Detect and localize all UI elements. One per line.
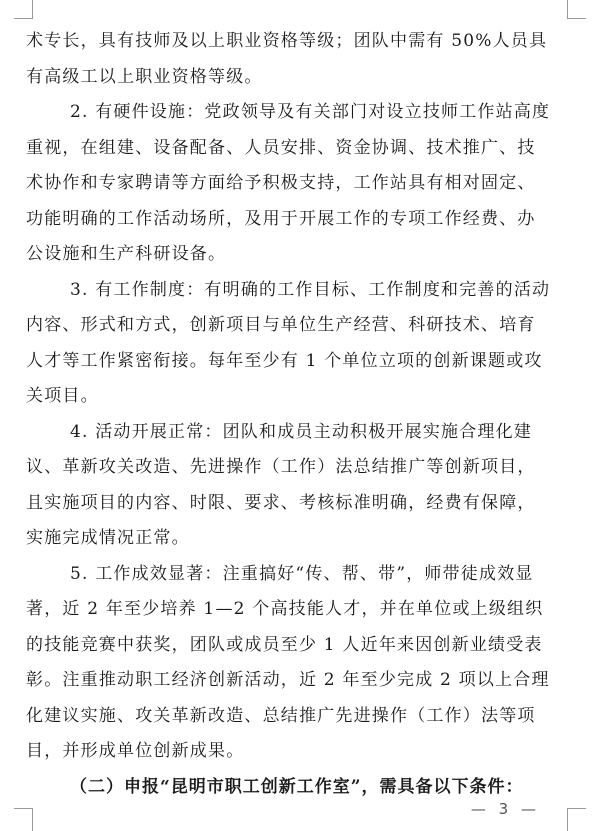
text-line: 公设施和生产科研设备。 xyxy=(26,244,227,264)
item-5-results: 5. 工作成效显著：注重搞好“传、帮、带”，师带徒成效显 xyxy=(70,563,534,584)
text-line: 议、革新攻关改造、先进操作（工作）法总结推广等创新项目， xyxy=(26,457,536,477)
text-line: 术协作和专家聘请等方面给予积极支持，工作站具有相对固定、 xyxy=(26,173,536,193)
text-line: 且实施项目的内容、时限、要求、考核标准明确，经费有保障， xyxy=(26,492,536,513)
text-line: 有高级工以上职业资格等级。 xyxy=(26,66,263,87)
item-2-hardware: 2. 有硬件设施：党政领导及有关部门对设立技师工作站高度 xyxy=(70,102,551,122)
page-footer xyxy=(0,798,600,820)
text-line: 目，并形成单位创新成果。 xyxy=(26,741,245,761)
text-line: 关项目。 xyxy=(26,386,99,406)
text-line: 功能明确的工作活动场所，及用于开展工作的专项工作经费、办 xyxy=(26,208,536,229)
crop-mark-top-left xyxy=(14,0,33,19)
text-line: 化建议实施、攻关革新改造、总结推广先进操作（工作）法等项 xyxy=(26,705,536,726)
text-line: 的技能竞赛中获奖，团队或成员至少 1 人近年来因创新业绩受表 xyxy=(26,634,543,655)
item-4-activities: 4. 活动开展正常：团队和成员主动积极开展实施合理化建 xyxy=(70,421,533,442)
body-text xyxy=(26,24,574,805)
text-line: 重视，在组建、设备配备、人员安排、资金协调、技术推广、技 xyxy=(26,137,536,158)
text-line: 彰。注重推动职工经济创新活动，近 2 年至少完成 2 项以上合理 xyxy=(26,670,550,690)
crop-mark-top-right xyxy=(567,0,586,19)
text-line: 著，近 2 年至少培养 1—2 个高技能人才，并在单位或上级组织 xyxy=(26,599,544,619)
page-number: — 3 — xyxy=(470,800,540,818)
text-line: 内容、形式和方式，创新项目与单位生产经营、科研技术、培育 xyxy=(26,315,536,335)
item-3-system: 3. 有工作制度：有明确的工作目标、工作制度和完善的活动 xyxy=(70,279,551,300)
text-line: 实施完成情况正常。 xyxy=(26,528,190,548)
text-line: 术专长，具有技师及以上职业资格等级；团队中需有 50%人员具 xyxy=(26,31,548,51)
section-heading-2: （二）申报“昆明市职工创新工作室”，需具备以下条件： xyxy=(70,776,524,797)
text-line: 人才等工作紧密衔接。每年至少有 1 个单位立项的创新课题或攻 xyxy=(26,350,543,371)
